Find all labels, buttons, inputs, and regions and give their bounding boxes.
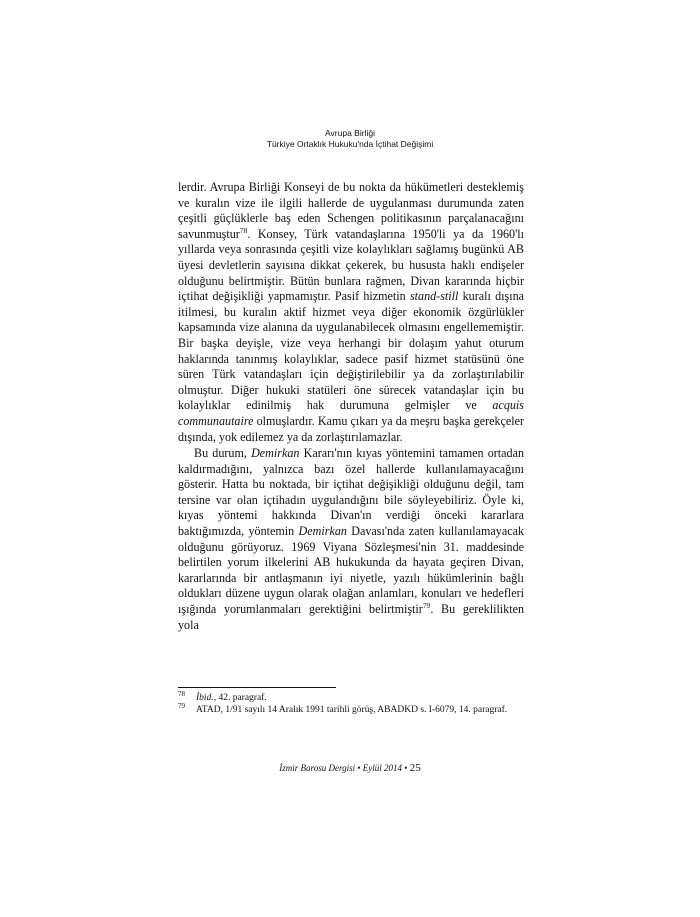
- header-subtitle: Türkiye Ortaklık Hukuku'nda İçtihat Değişimi: [266, 139, 434, 149]
- italic-term: Demirkan: [251, 446, 300, 461]
- text-run: Kararı'nın kıyas yöntemini tamamen ortadan kaldırmadığını, yalnızca bazı özel hallerde kullanılamayacağını gösterir. Hatta bu noktada, bir içtihat değişikliği olduğunu değil, tam tersine var olan içtihadın uygulandığını bile söyleyebiliriz. Öyle ki, kıyas yöntemi hakkında Divan'ın verdiği önceki kararlara baktığımızda, yöntemin: [178, 446, 524, 539]
- footnote-text: İbid., 42. paragraf.: [196, 693, 267, 703]
- body-text: [178, 180, 524, 633]
- paragraph: [178, 180, 524, 445]
- issue-date: Eylül 2014: [362, 763, 403, 773]
- text-run: kuralı dışına itilmesi, bu kuralın aktif hizmet veya diğer ekonomik özgürlükler kapsamında vize alanına da uygulanabilecek olmasını engellememiştir. Bir başka deyişle, vize veya herhangi bir dolaşım yahut oturum haklarında tanınmış kolaylıklar, sadece pasif hizmet statüsünü öne süren Türk vatandaşları için değiştirilebilir ya da zorlaştırılabilir olmuştur. Diğer hukuki statüleri öne sürecek vatandaşlar için bu kolaylıklar edinilmiş hak durumuna gelmişler ve: [178, 289, 524, 413]
- page-footer: [0, 762, 700, 774]
- journal-name: İzmir Barosu Dergisi: [279, 763, 356, 773]
- text-run: . Konsey, Türk vatandaşlarına 1950'li ya da 1960'lı yıllarda veya sonrasında çeşitli vize kolaylıkları sağlamış bugünkü AB üyesi devletlerin sayısına dikkat çekerek, bu hususta haklı endişeler olduğunu belirtmiştir. Bütün bunlara rağmen, Divan kararında hiçbir içtihat değişikliği yapmamıştır. Pasif hizmetin: [178, 226, 524, 304]
- footnote-item: [178, 689, 524, 704]
- page-number: 25: [409, 762, 421, 774]
- text-run: Davası'nda zaten kullanılamayacak olduğunu görüyoruz. 1969 Viyana Sözleşmesi'nin 31. maddesinde belirtilen yorum ilkelerini AB hukukunda da hayata geçiren Divan, kararlarında bir antlaşmanın iyi niyetle, yazılı hükümlerinin bağlı oldukları düzene uygun olarak olağan anlamları, konuları ve hedefleri ışığında yorumlanmaları gerektiğini belirtmiştir: [178, 524, 524, 617]
- text-run: . Bu gereklilikten yola: [178, 602, 524, 632]
- text-run: lerdir. Avrupa Birliği Konseyi de bu nokta da hükümetleri desteklemiş ve kuralın vize ile ilgili hallerde de uygulanması durumunda zaten çeşitli güçlüklerle baş eden Schengen politikasının parçalanacağını savunmuştur: [178, 180, 524, 241]
- footnote-ref[interactable]: 78: [239, 225, 248, 235]
- paragraph: [178, 446, 524, 633]
- bullet-separator: •: [404, 763, 408, 773]
- header-title: Avrupa Birliği: [325, 128, 375, 138]
- footnote-item: [178, 701, 524, 716]
- bullet-separator: •: [357, 763, 361, 773]
- footnote-ref[interactable]: 79: [422, 601, 431, 610]
- footnotes: [178, 689, 524, 716]
- footnote-number: 79: [178, 701, 185, 710]
- footnote-text: ATAD, 1/91 sayılı 14 Aralık 1991 tarihli görüş, ABADKD s. I-6079, 14. paragraf.: [196, 705, 508, 715]
- text-run: Bu durum,: [194, 446, 252, 461]
- italic-term: stand-still: [409, 289, 459, 304]
- footnote-divider: [178, 687, 336, 688]
- italic-term: Demirkan: [298, 524, 347, 539]
- text-run: olmuşlardır. Kamu çıkarı ya da meşru başka gerekçeler dışında, yok edilemez ya da zorlaştırılamazlar.: [178, 413, 524, 444]
- italic-term: acquis communautaire: [178, 398, 524, 428]
- running-header: [0, 128, 700, 150]
- footnote-number: 78: [178, 689, 185, 698]
